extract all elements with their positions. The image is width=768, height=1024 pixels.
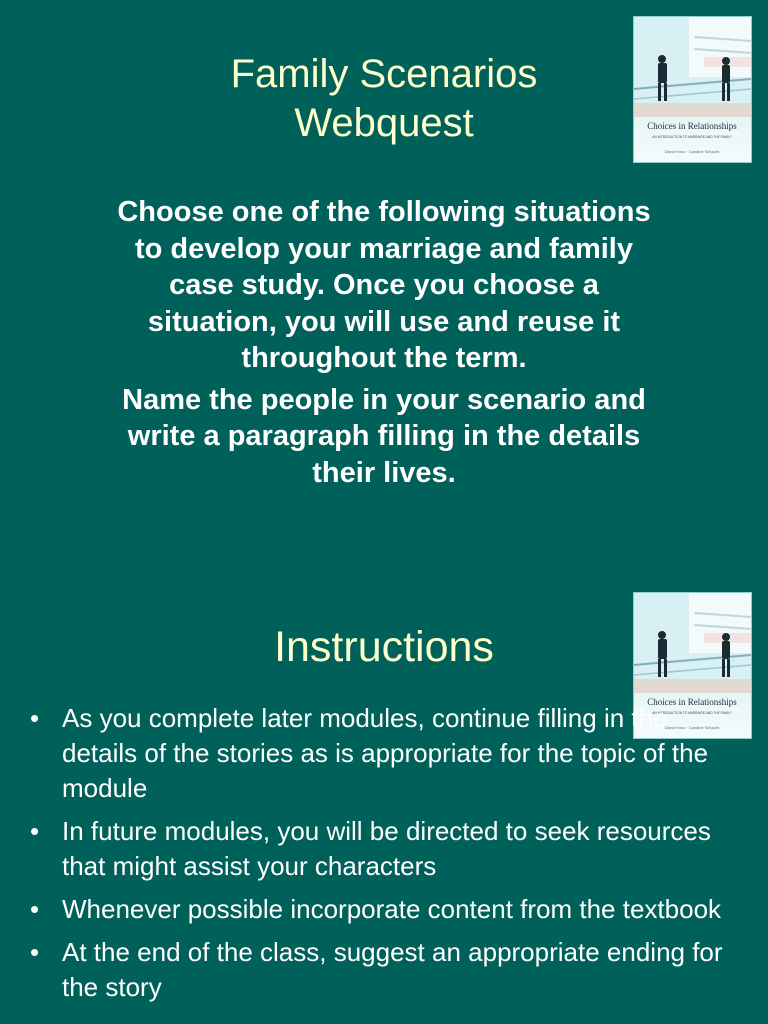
bullet-icon: •: [30, 703, 40, 733]
cover-title: Choices in Relationships: [647, 697, 737, 707]
bullet-icon: •: [30, 816, 40, 846]
instructions-paragraph: Choose one of the following situations to develop your marriage and family case study. Once you choose a situation, you will use and reuse it throughout the term.: [117, 196, 651, 374]
list-item: [30, 892, 730, 927]
cover-title: Choices in Relationships: [647, 121, 737, 131]
list-item-text: As you complete later modules, continue filling in the details of the stories as is appropriate for the topic of the module: [62, 703, 709, 803]
list-item: [30, 935, 730, 1005]
naming-paragraph: Name the people in your scenario and write a paragraph filling in the details their lives.: [122, 383, 646, 489]
cover-subtitle: AN INTRODUCTION TO MARRIAGE AND THE FAMILY: [652, 135, 732, 139]
title-line-1: Family Scenarios: [230, 52, 538, 96]
list-item: [30, 814, 730, 884]
bullet-icon: •: [30, 937, 40, 967]
slide-title: [120, 50, 648, 148]
bullet-icon: •: [30, 894, 40, 924]
cover-authors: David Knox · Caroline Schacht: [664, 149, 720, 154]
slide-title: Instructions: [274, 623, 494, 671]
list-item-text: At the end of the class, suggest an appropriate ending for the story: [62, 937, 723, 1002]
title-line-2: Webquest: [294, 100, 474, 145]
cover-authors: David Knox · Caroline Schacht: [664, 725, 720, 730]
slide-instructions: [0, 576, 768, 1024]
list-item-text: Whenever possible incorporate content from the textbook: [62, 894, 722, 924]
list-item: [30, 701, 730, 806]
slide-body: [104, 194, 664, 496]
cover-subtitle: AN INTRODUCTION TO MARRIAGE AND THE FAMILY: [652, 711, 732, 715]
book-cover-image: [633, 16, 752, 163]
list-item-text: In future modules, you will be directed to seek resources that might assist your characters: [62, 816, 711, 881]
instruction-list: [30, 701, 730, 1013]
